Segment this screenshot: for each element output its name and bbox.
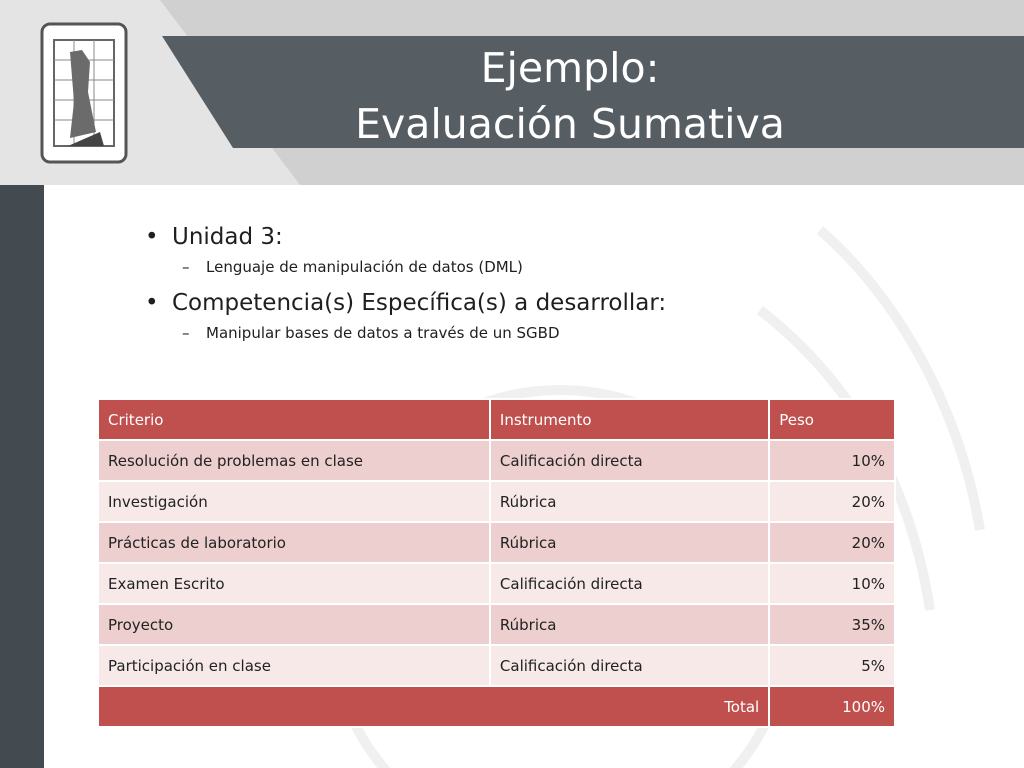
title-line-1: Ejemplo: xyxy=(480,44,660,92)
cell-peso: 10% xyxy=(769,563,895,604)
bullet-dot: • xyxy=(145,290,159,316)
cell-peso: 20% xyxy=(769,522,895,563)
cell-instrumento: Calificación directa xyxy=(490,563,769,604)
cell-instrumento: Rúbrica xyxy=(490,604,769,645)
bullet-list xyxy=(145,222,965,354)
cell-criterio: Prácticas de laboratorio xyxy=(98,522,490,563)
cell-peso: 10% xyxy=(769,440,895,481)
institute-logo xyxy=(40,22,128,164)
sub-bullet-dml xyxy=(182,256,965,278)
sub-bullet-text: Manipular bases de datos a través de un SGBD xyxy=(206,324,560,342)
cell-peso: 35% xyxy=(769,604,895,645)
sub-bullet-sgbd xyxy=(182,322,965,344)
cell-criterio: Investigación xyxy=(98,481,490,522)
cell-instrumento: Calificación directa xyxy=(490,440,769,481)
header-peso: Peso xyxy=(769,399,895,440)
total-label: Total xyxy=(98,686,769,727)
table-row xyxy=(98,645,895,686)
title-line-2: Evaluación Sumativa xyxy=(355,100,785,148)
table-row xyxy=(98,481,895,522)
cell-instrumento: Rúbrica xyxy=(490,522,769,563)
cell-peso: 5% xyxy=(769,645,895,686)
table-total-row xyxy=(98,686,895,727)
table-row xyxy=(98,563,895,604)
total-value: 100% xyxy=(769,686,895,727)
sub-dash: – xyxy=(182,258,190,276)
cell-peso: 20% xyxy=(769,481,895,522)
cell-instrumento: Calificación directa xyxy=(490,645,769,686)
table-row xyxy=(98,604,895,645)
cell-instrumento: Rúbrica xyxy=(490,481,769,522)
sub-bullet-text: Lenguaje de manipulación de datos (DML) xyxy=(206,258,523,276)
bullet-unidad xyxy=(145,222,965,252)
cell-criterio: Examen Escrito xyxy=(98,563,490,604)
cell-criterio: Participación en clase xyxy=(98,645,490,686)
bullet-text: Unidad 3: xyxy=(172,224,283,250)
bullet-dot: • xyxy=(145,224,159,250)
slide-title xyxy=(300,40,840,152)
bullet-text: Competencia(s) Específica(s) a desarrollar: xyxy=(172,290,667,316)
sub-dash: – xyxy=(182,324,190,342)
header-instrumento: Instrumento xyxy=(490,399,769,440)
header-criterio: Criterio xyxy=(98,399,490,440)
left-dark-bar xyxy=(0,185,44,768)
table-row xyxy=(98,440,895,481)
evaluation-table xyxy=(97,398,896,728)
cell-criterio: Proyecto xyxy=(98,604,490,645)
cell-criterio: Resolución de problemas en clase xyxy=(98,440,490,481)
bullet-competencia xyxy=(145,288,965,318)
table-header-row xyxy=(98,399,895,440)
table-row xyxy=(98,522,895,563)
